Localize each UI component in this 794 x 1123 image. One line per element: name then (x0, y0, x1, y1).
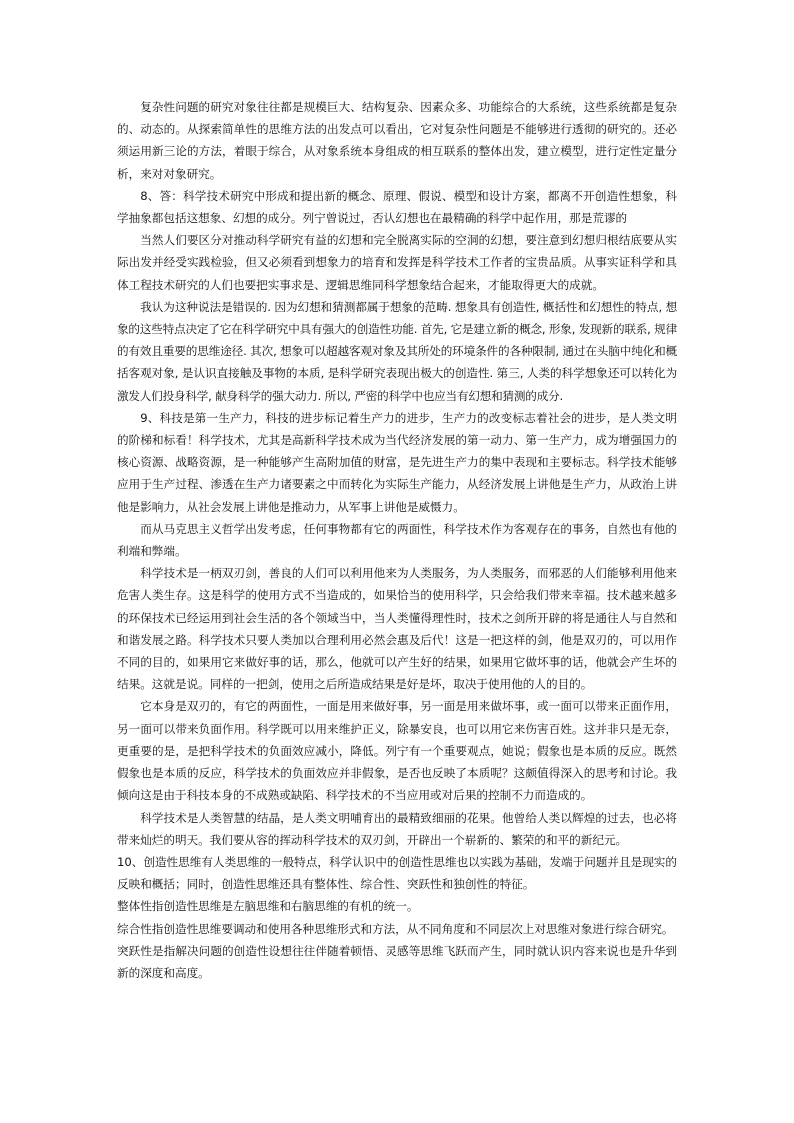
paragraph-complexity-research: 复杂性问题的研究对象往往都是规模巨大、结构复杂、因素众多、功能综合的大系统，这些系统都是复杂的、动态的。从探索简单性的思维方法的出发点可以看出，它对复杂性问题是不能够进行透彻的研究的。还必须运用新三论的方法，着眼于综合，从对象系统本身组成的相互联系的整体出发，建立模型，进行定性定量分析，来对对象研究。 (117, 100, 677, 181)
paragraph-imagination-argument: 我认为这种说法是错误的. 因为幻想和猜测都属于想象的范畴. 想象具有创造性, 概括性和幻想性的特点, 想象的这些特点决定了它在科学研究中具有强大的创造性功能. 首先, 它是建立新的概念, 形象, 发现新的联系, 规律的有效且重要的思维途径. 其次, 想象可以超越客观对象及其所处的环境条件的各种限制, 通过在头脑中纯化和概括客观对象, 是认识直接触及事物的本质, 是科学研究表现出极大的创造性. 第三, 人类的科学想象还可以转化为激发人们投身科学, 献身科学的强大动力. 所以, 严密的科学中也应当有幻想和猜测的成分. (117, 299, 677, 403)
paragraph-integrity: 整体性指创造性思维是左脑思维和右脑思维的有机的统一。 (117, 899, 419, 914)
paragraph-wisdom-crystal: 科学技术是人类智慧的结晶，是人类文明哺育出的最精致细丽的花果。他曾给人类以辉煌的过去，也必将带来灿烂的明天。我们要从容的挥动科学技术的双刃剑，开辟出一个崭新的、繁荣的和平的新纪元。 (117, 810, 677, 847)
document-body (117, 96, 677, 984)
paragraph-answer-8: 8、答：科学技术研究中形成和提出新的概念、原理、假说、模型和设计方案，都离不开创造性想象，科学抽象都包括这想象、幻想的成分。列宁曾说过，否认幻想也在最精确的科学中起作用，那是荒谬的 (117, 188, 677, 226)
paragraph-fantasy-distinction: 当然人们要区分对推动科学研究有益的幻想和完全脱离实际的空洞的幻想，要注意到幻想归根结底要从实际出发并经受实践检验，但又必须看到想象力的培育和发挥是科学技术工作者的宝贵品质。从事实证科学和具体工程技术研究的人们也要把实事求是、逻辑思维同科学想象结合起来，才能取得更大的成就。 (117, 233, 677, 292)
paragraph-leap: 突跃性是指解决问题的创造性设想往往伴随着顿悟、灵感等思维飞跃而产生，同时就认识内容来说也是升华到新的深度和高度。 (117, 943, 677, 980)
paragraph-marxist-view: 而从马克思主义哲学出发考虑，任何事物都有它的两面性，科学技术作为客观存在的事务，自然也有他的利端和弊端。 (117, 521, 677, 559)
paragraph-answer-10: 10、创造性思维有人类思维的一般特点，科学认识中的创造性思维也以实践为基础，发端于问题并且是现实的反映和概括；同时，创造性思维还具有整体性、综合性、突跃性和独创性的特征。 (117, 854, 677, 892)
paragraph-answer-9: 9、科技是第一生产力，科技的进步标记着生产力的进步，生产力的改变标志着社会的进步，是人类文明的阶梯和标看！科学技术，尤其是高新科学技术成为当代经济发展的第一动力、第一生产力，成为增强国力的核心资源、战略资源，是一种能够产生高附加值的财富，是先进生产力的集中表现和主要标志。科学技术能够应用于生产过程、渗透在生产力诸要素之中而转化为实际生产能力，从经济发展上讲他是生产力，从政治上讲他是影响力，从社会发展上讲他是推动力，从军事上讲他是威慑力。 (117, 410, 677, 514)
paragraph-double-edged-sword: 科学技术是一柄双刃剑，善良的人们可以利用他来为人类服务，为人类服务，而邪恶的人们能够利用他来危害人类生存。这是科学的使用方式不当造成的，如果恰当的使用科学，只会给我们带来幸福。技术越来越多的环保技术已经运用到社会生活的各个领域当中，当人类懂得理性时，技术之剑所开辟的将是通往人与自然和和谐发展之路。科学技术只要人类加以合理利用必然会惠及后代！这是一把这样的剑，他是双刃的，可以用作不同的目的，如果用它来做好事的话，那么，他就可以产生好的结果，如果用它做坏事的话，他就会产生坏的结果。这就是说。同样的一把剑，使用之后所造成结果是好是坏，取决于使用他的人的目的。 (117, 566, 677, 692)
paragraph-two-sides: 它本身是双刃的，有它的两面性，一面是用来做好事，另一面是用来做坏事，或一面可以带来正面作用，另一面可以带来负面作用。科学既可以用来维护正义，除暴安良，也可以用它来伤害百姓。这并非只是无奈，更重要的是，是把科学技术的负面效应减小，降低。列宁有一个重要观点，她说；假象也是本质的反应。既然假象也是本质的反应，科学技术的负面效应并非假象，是否也反映了本质呢？这颇值得深入的思考和讨论。我倾向这是由于科技本身的不成熟或缺陷、科学技术的不当应用或对后果的控制不力而造成的。 (117, 699, 677, 803)
paragraph-comprehensiveness: 综合性指创造性思维要调动和使用各种思维形式和方法，从不同角度和不同层次上对思维对象进行综合研究。 (117, 921, 674, 936)
